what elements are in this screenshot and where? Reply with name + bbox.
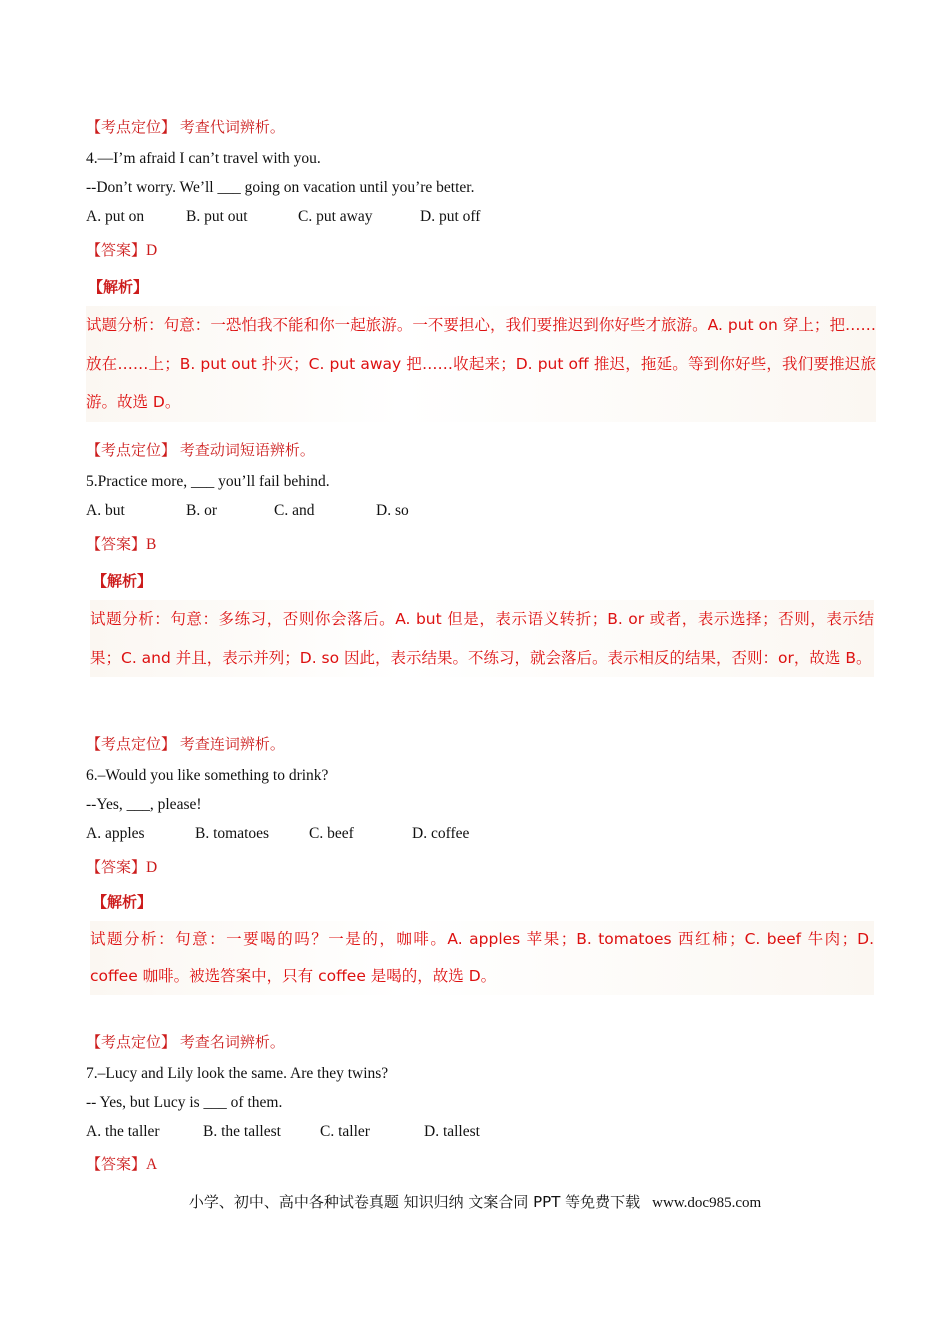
- q5-option-c: C. and: [274, 502, 315, 519]
- point-label: 【考点定位】: [86, 441, 177, 459]
- q7-option-c: C. taller: [320, 1123, 370, 1140]
- answer-label: 【答案】: [86, 1155, 147, 1173]
- q4-option-d: D. put off: [420, 208, 481, 225]
- q7-option-b: B. the tallest: [203, 1123, 281, 1140]
- page-footer: [0, 1191, 950, 1212]
- point-text: 考查动词短语辨析。: [179, 441, 315, 459]
- q6-option-a: A. apples: [86, 825, 145, 842]
- q6-options: [86, 824, 469, 844]
- point-text: 考查名词辨析。: [179, 1033, 285, 1051]
- answer-label: 【答案】: [86, 858, 147, 876]
- q6-option-b: B. tomatoes: [195, 825, 270, 842]
- answer-value: D: [146, 242, 158, 259]
- q4-options: [86, 207, 480, 227]
- q6-point-line: [86, 1032, 285, 1053]
- q4-option-b: B. put out: [186, 208, 248, 225]
- q6-option-d: D. coffee: [412, 825, 470, 842]
- analysis-label: 【解析】: [92, 572, 153, 590]
- q7-stem-1: 7.–Lucy and Lily look the same. Are they twins?: [86, 1065, 389, 1082]
- q7-stem-2: -- Yes, but Lucy is ___ of them.: [86, 1094, 283, 1111]
- q5-answer-line: [86, 534, 156, 555]
- answer-value: D: [146, 859, 158, 876]
- q4-option-c: C. put away: [298, 208, 373, 225]
- q7-option-a: A. the taller: [86, 1123, 160, 1140]
- q4-answer-line: [86, 240, 157, 261]
- q5-point-line: [86, 734, 285, 755]
- answer-value: A: [146, 1156, 158, 1173]
- point-text: 考查代词辨析。: [179, 118, 285, 136]
- q6-option-c: C. beef: [309, 825, 354, 842]
- q5-options: [86, 501, 409, 521]
- answer-label: 【答案】: [86, 241, 147, 259]
- point-label: 【考点定位】: [86, 1033, 177, 1051]
- q6-analysis: 试题分析：句意：一要喝的吗？一是的，咖啡。A. apples 苹果；B. tomatoes 西红柿；C. beef 牛肉；D. coffee 咖啡。被选答案中，只有 coffee 是喝的，故选 D。: [90, 921, 874, 995]
- point-text: 考查连词辨析。: [179, 735, 285, 753]
- footer-url[interactable]: www.doc985.com: [652, 1195, 762, 1211]
- q5-analysis-label: [92, 571, 152, 592]
- q5-analysis: 试题分析：句意：多练习，否则你会落后。A. but 但是，表示语义转折；B. or 或者，表示选择；否则，表示结果；C. and 并且，表示并列；D. so 因此，表示结果。不练习，就会落后。表示相反的结果，否则：or，故选 B。: [90, 600, 874, 677]
- analysis-label: 【解析】: [92, 893, 153, 911]
- q6-answer-line: [86, 857, 157, 878]
- point-label: 【考点定位】: [86, 118, 177, 136]
- point-label: 【考点定位】: [86, 735, 177, 753]
- q4-stem-2: --Don’t worry. We’ll ___ going on vacation until you’re better.: [86, 179, 475, 196]
- footer-text: 小学、初中、高中各种试卷真题 知识归纳 文案合同 PPT 等免费下载: [188, 1193, 641, 1211]
- q7-options: [86, 1122, 480, 1142]
- q5-option-d: D. so: [376, 502, 409, 519]
- q7-answer-line: [86, 1154, 157, 1175]
- q4-option-a: A. put on: [86, 208, 145, 225]
- q6-stem-1: 6.–Would you like something to drink?: [86, 767, 329, 784]
- q4-analysis-label: [88, 277, 148, 298]
- analysis-label: 【解析】: [88, 278, 149, 296]
- q6-analysis-label: [92, 892, 152, 913]
- q4-point-line: [86, 440, 315, 461]
- q5-stem-1: 5.Practice more, ___ you’ll fail behind.: [86, 473, 330, 490]
- q4-analysis: 试题分析：句意：一恐怕我不能和你一起旅游。一不要担心，我们要推迟到你好些才旅游。A. put on 穿上；把……放在……上；B. put out 扑灭；C. put away 把……收起来；D. put off 推迟，拖延。等到你好些，我们要推迟旅游。故选 D。: [86, 306, 876, 422]
- answer-value: B: [146, 536, 157, 553]
- q6-stem-2: --Yes, ___, please!: [86, 796, 202, 813]
- q5-option-b: B. or: [186, 502, 217, 519]
- q5-option-a: A. but: [86, 502, 125, 519]
- q3-point-line: [86, 117, 285, 138]
- q4-stem-1: 4.—I’m afraid I can’t travel with you.: [86, 150, 321, 167]
- q7-option-d: D. tallest: [424, 1123, 480, 1140]
- answer-label: 【答案】: [86, 535, 147, 553]
